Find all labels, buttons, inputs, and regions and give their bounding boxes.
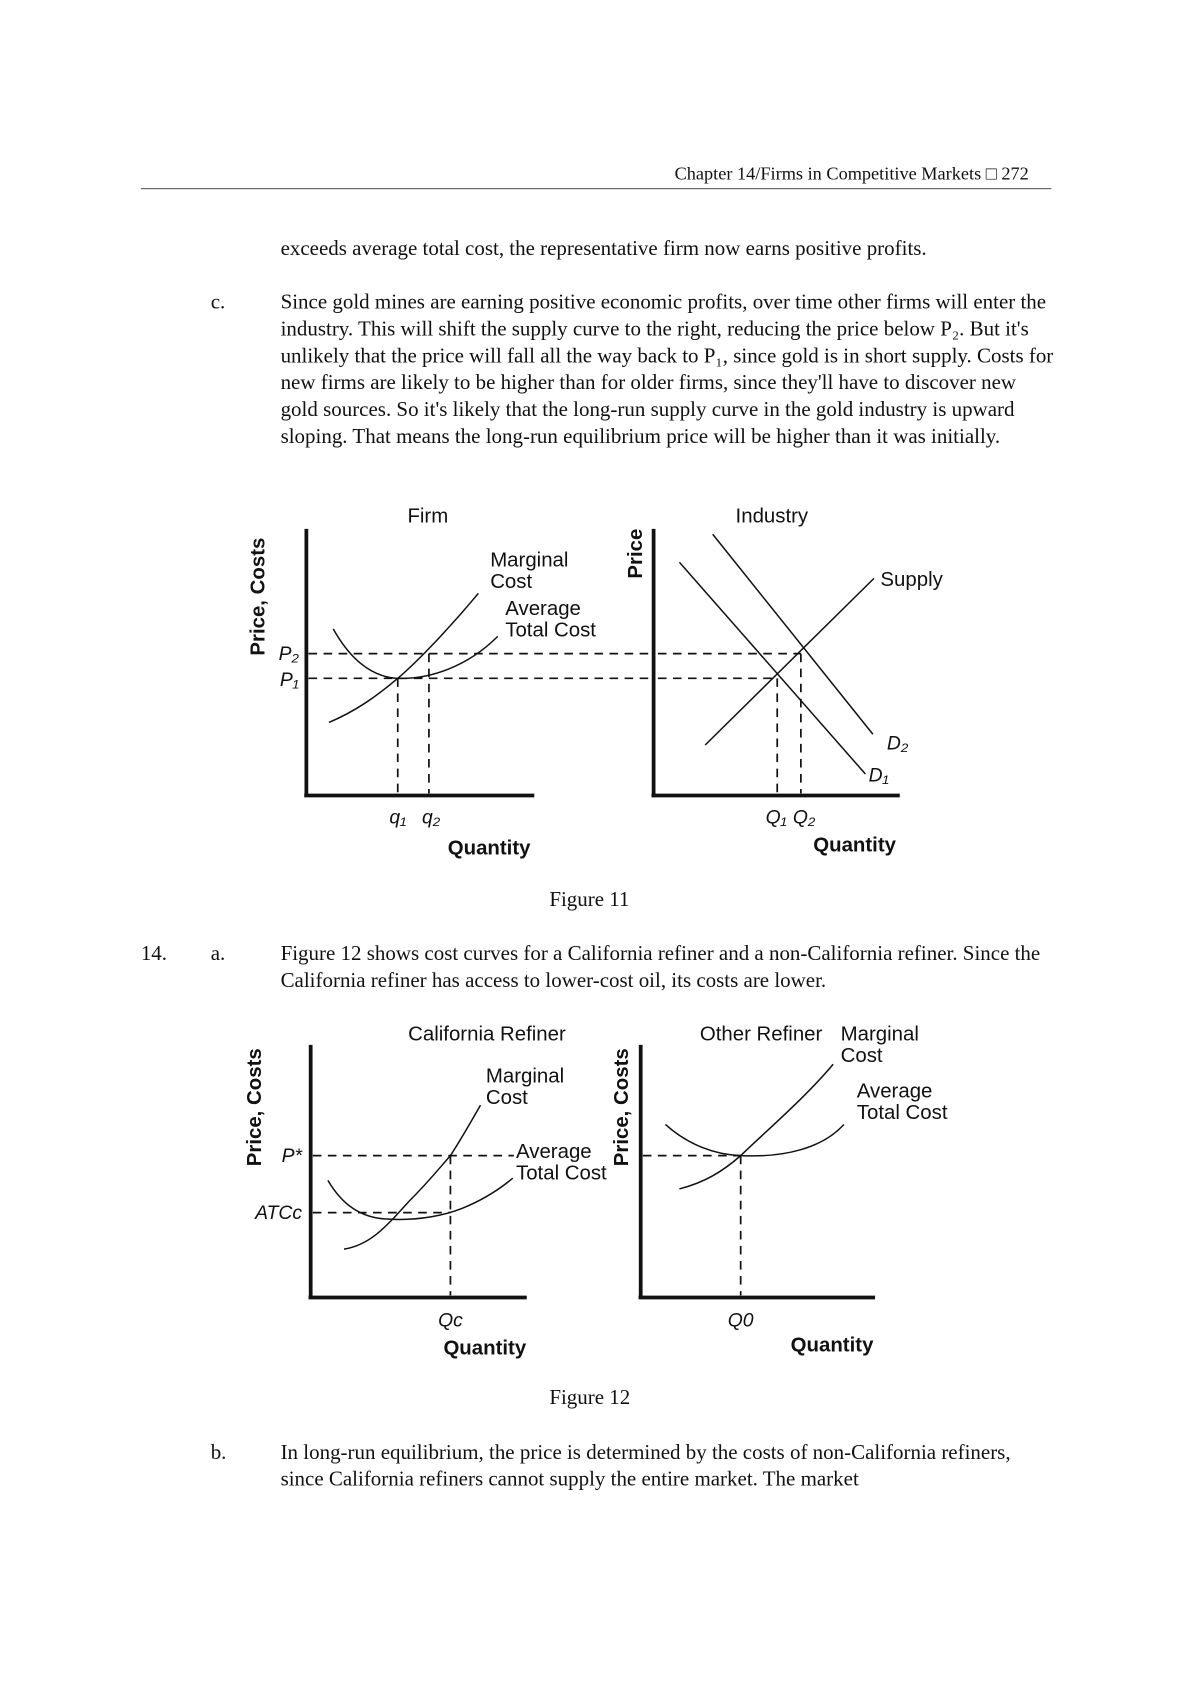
q0-label: Q0 — [727, 1309, 754, 1332]
qc-label: Qc — [438, 1309, 463, 1332]
d1-label: D₁ — [868, 764, 889, 787]
other-atc-label-1: Average — [856, 1080, 933, 1103]
california-title: California Refiner — [408, 1023, 566, 1046]
continued-paragraph: exceeds average total cost, the representative firm now earns positive profits. — [280, 237, 927, 261]
firm-mc-label-1: Marginal — [490, 549, 569, 572]
figure-11-caption: Figure 11 — [549, 889, 630, 912]
item-c-marker: c. — [210, 291, 226, 314]
p1-label: P₁ — [279, 668, 299, 691]
california-atc-label-2: Total Cost — [516, 1162, 607, 1185]
industry-title: Industry — [735, 505, 809, 528]
industry-y-label: Price — [624, 528, 647, 579]
supply-label: Supply — [880, 568, 943, 591]
california-y-label: Price, Costs — [244, 1048, 267, 1167]
other-mc-label-1: Marginal — [840, 1023, 919, 1046]
figure-12-caption: Figure 12 — [549, 1386, 631, 1410]
Q2-label: Q₂ — [792, 806, 816, 829]
industry-x-label: Quantity — [813, 834, 897, 857]
firm-x-label: Quantity — [447, 837, 531, 860]
other-marginal-cost-curve — [679, 1064, 833, 1189]
atcc-label: ATCc — [255, 1202, 303, 1225]
d2-label: D₂ — [886, 732, 909, 755]
question-14-number: 14. — [140, 942, 168, 966]
firm-mc-label-2: Cost — [490, 571, 533, 594]
california-marginal-cost-curve — [344, 1105, 481, 1249]
running-head: Chapter 14/Firms in Competitive Markets □ 272 — [674, 163, 1029, 184]
california-atc-label-1: Average — [516, 1140, 592, 1163]
q1-label: q₁ — [389, 806, 407, 829]
item-a-text: Figure 12 shows cost curves for a California refiner and a non-California refiner. Since the California refiner has access to lower-cost oil, its costs are lower. — [280, 942, 1041, 993]
other-mc-label-2: Cost — [840, 1045, 883, 1068]
item-c-text: Since gold mines are earning positive economic profits, over time other firms will enter the industry. This will shift the supply curve to the right, reducing the price below P₂. But it's unlikely that the price will fall all the way back to P₁, since gold is in short supply. Costs for new firms are likely to be higher than for older firms, since they'll have to discover new gold sources. So it's likely that the long-run supply curve in the gold industry is upward sloping. That means the long-run equilibrium price will be higher than it was initially. — [280, 291, 1054, 449]
firm-title: Firm — [407, 505, 449, 528]
p2-label: P₂ — [278, 643, 299, 666]
item-a-marker: a. — [210, 942, 226, 966]
california-x-label: Quantity — [443, 1337, 527, 1360]
california-mc-label-2: Cost — [485, 1087, 528, 1110]
california-mc-label-1: Marginal — [485, 1065, 565, 1088]
firm-y-label: Price, Costs — [247, 537, 270, 656]
other-average-total-cost-curve — [665, 1124, 843, 1155]
other-y-label: Price, Costs — [610, 1048, 633, 1167]
q2-label: q₂ — [422, 806, 441, 829]
firm-atc-label-1: Average — [505, 597, 581, 620]
Q1-label: Q₁ — [765, 806, 787, 829]
firm-atc-label-2: Total Cost — [505, 619, 596, 642]
other-x-label: Quantity — [790, 1334, 874, 1357]
other-title: Other Refiner — [699, 1023, 823, 1046]
item-b-marker: b. — [210, 1441, 227, 1465]
item-b-text: In long-run equilibrium, the price is determined by the costs of non-California refiners, since California refiners cannot supply the entire market. The market — [280, 1441, 1011, 1492]
other-atc-label-2: Total Cost — [856, 1102, 948, 1125]
pstar-label: P* — [281, 1145, 303, 1168]
